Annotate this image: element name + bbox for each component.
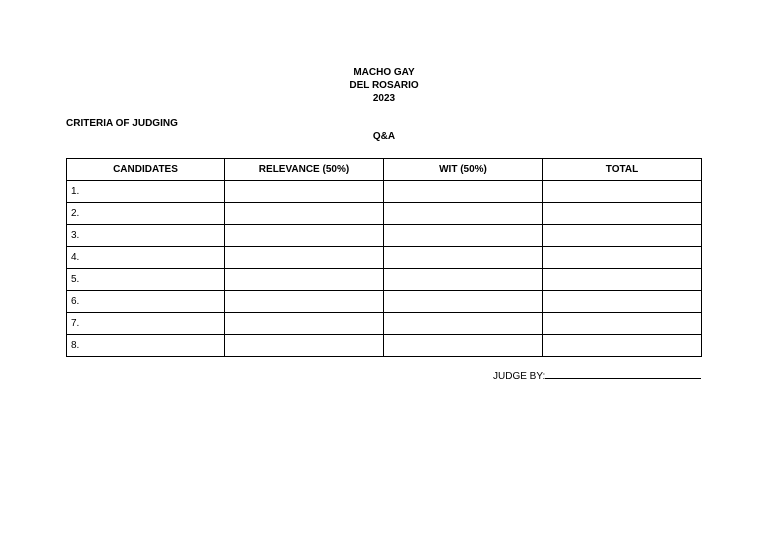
title-line-event: MACHO GAY — [353, 67, 415, 78]
total-cell — [543, 291, 702, 313]
relevance-cell — [225, 181, 384, 203]
total-cell — [543, 269, 702, 291]
total-cell — [543, 313, 702, 335]
relevance-cell — [225, 247, 384, 269]
wit-cell — [384, 291, 543, 313]
total-cell — [543, 335, 702, 357]
category-heading: Q&A — [372, 131, 396, 142]
judge-signature — [493, 369, 701, 382]
candidate-cell: 3. — [67, 225, 225, 247]
wit-cell — [384, 203, 543, 225]
total-cell — [543, 247, 702, 269]
relevance-cell — [225, 291, 384, 313]
candidate-cell: 5. — [67, 269, 225, 291]
criteria-heading: CRITERIA OF JUDGING — [66, 118, 178, 129]
wit-cell — [384, 247, 543, 269]
table-row — [67, 335, 702, 357]
total-cell — [543, 225, 702, 247]
score-sheet-table — [66, 158, 702, 357]
judge-label: JUDGE BY: — [493, 371, 546, 382]
title-line-venue: DEL ROSARIO — [349, 80, 419, 91]
column-header-relevance: RELEVANCE (50%) — [225, 159, 384, 181]
candidate-cell: 1. — [67, 181, 225, 203]
wit-cell — [384, 225, 543, 247]
total-cell — [543, 203, 702, 225]
candidate-cell: 8. — [67, 335, 225, 357]
table-row — [67, 313, 702, 335]
table-row — [67, 247, 702, 269]
candidate-cell: 4. — [67, 247, 225, 269]
table-row — [67, 269, 702, 291]
wit-cell — [384, 335, 543, 357]
wit-cell — [384, 269, 543, 291]
signature-line — [545, 369, 701, 379]
relevance-cell — [225, 335, 384, 357]
relevance-cell — [225, 313, 384, 335]
table-row — [67, 181, 702, 203]
table-row — [67, 291, 702, 313]
total-cell — [543, 181, 702, 203]
candidate-cell: 6. — [67, 291, 225, 313]
column-header-wit: WIT (50%) — [384, 159, 543, 181]
candidate-cell: 7. — [67, 313, 225, 335]
candidate-cell: 2. — [67, 203, 225, 225]
document-title — [0, 66, 768, 105]
wit-cell — [384, 181, 543, 203]
column-header-candidates: CANDIDATES — [67, 159, 225, 181]
title-line-year: 2023 — [372, 93, 396, 104]
relevance-cell — [225, 225, 384, 247]
relevance-cell — [225, 203, 384, 225]
table-header-row — [67, 159, 702, 181]
table-row — [67, 225, 702, 247]
column-header-total: TOTAL — [543, 159, 702, 181]
wit-cell — [384, 313, 543, 335]
table-row — [67, 203, 702, 225]
relevance-cell — [225, 269, 384, 291]
